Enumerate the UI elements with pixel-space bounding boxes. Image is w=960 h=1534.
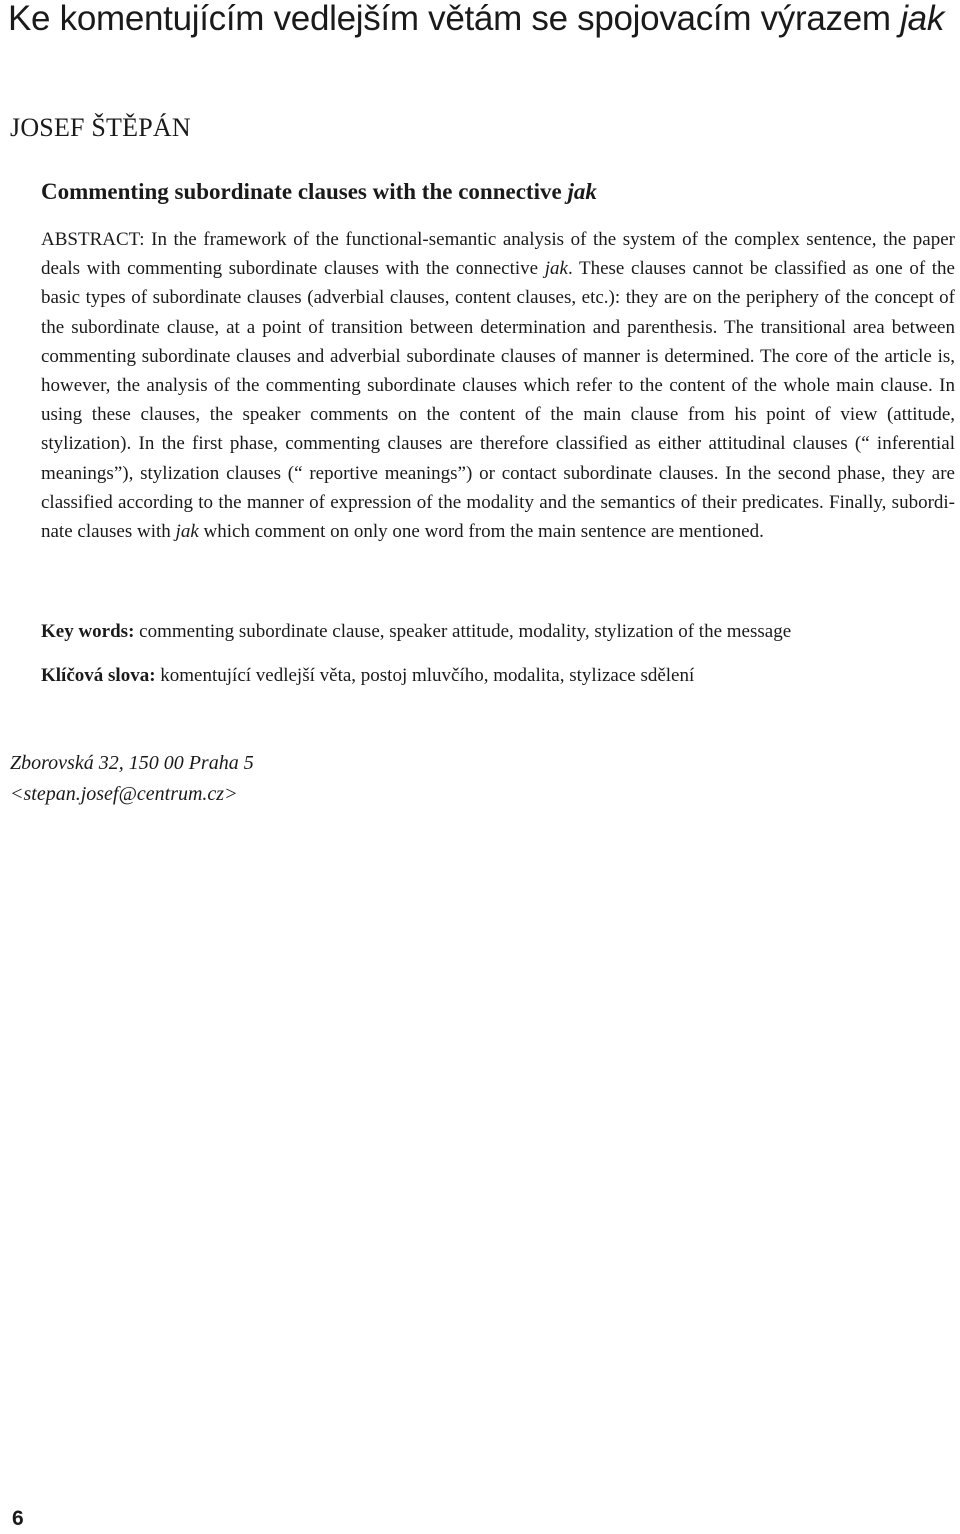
- english-title-keyword: jak: [567, 179, 597, 204]
- keywords-czech-label: Klíčová slova:: [41, 665, 156, 686]
- english-title-text: Commenting subordinate clauses with the connective: [41, 179, 562, 204]
- abstract-text-2: . These clauses cannot be classified as one of the basic types of subordinate clauses (adverbial clauses, content clauses, etc.): they are on the periphery of the concept of the subordinate clause, at a point of transition between determination and parenthesis. The transitional area between commenting subordinate clauses and adverbial subordinate clauses of manner is determined. The core of the article is, however, the analysis of the commenting subordinate clauses which refer to the content of the whole main clause. In using these clauses, the speaker comments on the content of the main clause from his point of view (attitude, stylization). In the first phase, commenting clauses are therefore classified as either attitudinal clauses (“ inferential meanings”), stylization clauses (“ reportive meanings”) or contact subordinate clauses. In the second phase, they are classified according to the manner of expression of the modality and the semantics of their predicates. Finally, subordinate clauses with: [41, 258, 955, 543]
- article-title: [8, 0, 958, 38]
- abstract-text-1: ABSTRACT: In the framework of the functional-semantic analysis of the system of the complex sentence, the paper deals with commenting subordinate clauses with the connective: [41, 229, 955, 280]
- abstract-text-3: which comment on only one word from the main sentence are mentioned.: [198, 521, 764, 543]
- address-email: <stepan.josef@centrum.cz>: [10, 783, 238, 805]
- english-title: [41, 177, 597, 207]
- keywords-czech-value: komentující vedlejší věta, postoj mluvčího, modalita, stylizace sdělení: [155, 665, 695, 686]
- abstract: [41, 225, 955, 546]
- keywords-english-label: Key words:: [41, 621, 135, 642]
- address-street: Zborovská 32, 150 00 Praha 5: [10, 752, 254, 774]
- article-title-text: Ke komentujícím vedlejším větám se spojovacím výrazem: [8, 0, 891, 38]
- author-address: [10, 748, 254, 810]
- keywords-english-value: commenting subordinate clause, speaker attitude, modality, stylization of the message: [134, 621, 792, 642]
- abstract-keyword-2: jak: [175, 521, 199, 543]
- page-number: 6: [12, 1507, 24, 1530]
- author-name: JOSEF ŠTĚPÁN: [10, 113, 191, 142]
- abstract-keyword-1: jak: [544, 258, 568, 280]
- keywords-english: [41, 618, 959, 646]
- article-title-keyword: jak: [900, 0, 945, 38]
- keywords-czech: [41, 662, 959, 690]
